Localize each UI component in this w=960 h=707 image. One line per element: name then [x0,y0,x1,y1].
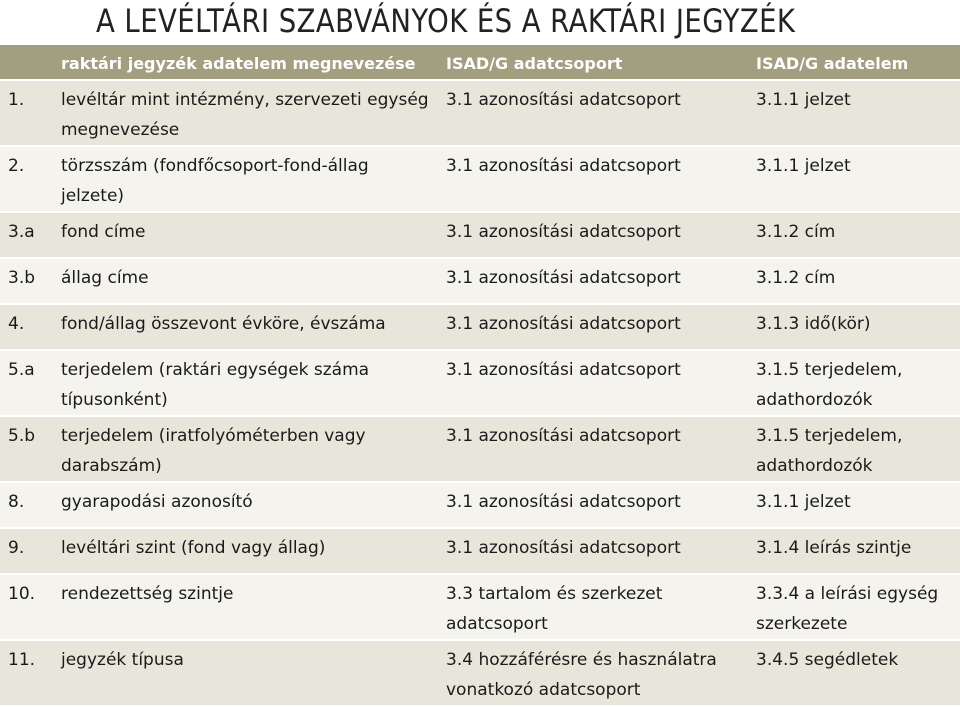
cell-isadg-group: 3.1 azonosítási adatcsoport [440,482,750,528]
page-title: A LEVÉLTÁRI SZABVÁNYOK ÉS A RAKTÁRI JEGYZÉK [96,2,796,40]
cell-element-name: terjedelem (raktári egységek száma típusonként) [55,350,440,416]
cell-isadg-group: 3.1 azonosítási adatcsoport [440,258,750,304]
cell-isadg-element: 3.1.1 jelzet [750,482,960,528]
cell-isadg-element: 3.1.2 cím [750,258,960,304]
table-row [0,304,960,350]
table-row [0,528,960,574]
header-number [0,45,55,80]
table-row [0,80,960,146]
cell-isadg-group: 3.1 azonosítási adatcsoport [440,416,750,482]
cell-isadg-group: 3.1 azonosítási adatcsoport [440,80,750,146]
cell-element-name: rendezettség szintje [55,574,440,640]
cell-isadg-group: 3.1 azonosítási adatcsoport [440,146,750,212]
cell-element-name: fond/állag összevont évköre, évszáma [55,304,440,350]
cell-isadg-element: 3.1.2 cím [750,212,960,258]
cell-element-name: levéltári szint (fond vagy állag) [55,528,440,574]
cell-number: 4. [0,304,55,350]
cell-isadg-group: 3.4 hozzáférésre és használatra vonatkozó adatcsoport [440,640,750,706]
cell-number: 9. [0,528,55,574]
cell-isadg-element: 3.1.3 idő(kör) [750,304,960,350]
table-row [0,482,960,528]
cell-number: 1. [0,80,55,146]
table-row [0,146,960,212]
cell-element-name: jegyzék típusa [55,640,440,706]
header-element-name: raktári jegyzék adatelem megnevezése [55,45,440,80]
cell-isadg-element: 3.1.5 terjedelem, adathordozók [750,416,960,482]
cell-isadg-element: 3.3.4 a leírási egység szerkezete [750,574,960,640]
cell-number: 3.b [0,258,55,304]
table-row [0,416,960,482]
cell-isadg-group: 3.1 azonosítási adatcsoport [440,528,750,574]
cell-isadg-element: 3.1.4 leírás szintje [750,528,960,574]
cell-number: 10. [0,574,55,640]
cell-isadg-element: 3.1.5 terjedelem, adathordozók [750,350,960,416]
cell-element-name: törzsszám (fondfőcsoport-fond-állag jelzete) [55,146,440,212]
cell-isadg-element: 3.1.1 jelzet [750,80,960,146]
cell-number: 2. [0,146,55,212]
header-isadg-group: ISAD/G adatcsoport [440,45,750,80]
cell-number: 8. [0,482,55,528]
table-row [0,640,960,706]
table-header-row [0,45,960,80]
cell-element-name: levéltár mint intézmény, szervezeti egység megnevezése [55,80,440,146]
cell-number: 3.a [0,212,55,258]
table-row [0,212,960,258]
cell-number: 5.b [0,416,55,482]
cell-number: 11. [0,640,55,706]
header-isadg-element: ISAD/G adatelem [750,45,960,80]
cell-element-name: terjedelem (iratfolyóméterben vagy darabszám) [55,416,440,482]
cell-element-name: fond címe [55,212,440,258]
table-row [0,258,960,304]
standards-table [0,45,960,707]
cell-isadg-group: 3.1 azonosítási adatcsoport [440,304,750,350]
cell-element-name: gyarapodási azonosító [55,482,440,528]
cell-isadg-group: 3.1 azonosítási adatcsoport [440,350,750,416]
cell-isadg-group: 3.1 azonosítási adatcsoport [440,212,750,258]
cell-number: 5.a [0,350,55,416]
cell-isadg-element: 3.1.1 jelzet [750,146,960,212]
cell-isadg-element: 3.4.5 segédletek [750,640,960,706]
table-row [0,350,960,416]
cell-isadg-group: 3.3 tartalom és szerkezet adatcsoport [440,574,750,640]
cell-element-name: állag címe [55,258,440,304]
table-row [0,574,960,640]
